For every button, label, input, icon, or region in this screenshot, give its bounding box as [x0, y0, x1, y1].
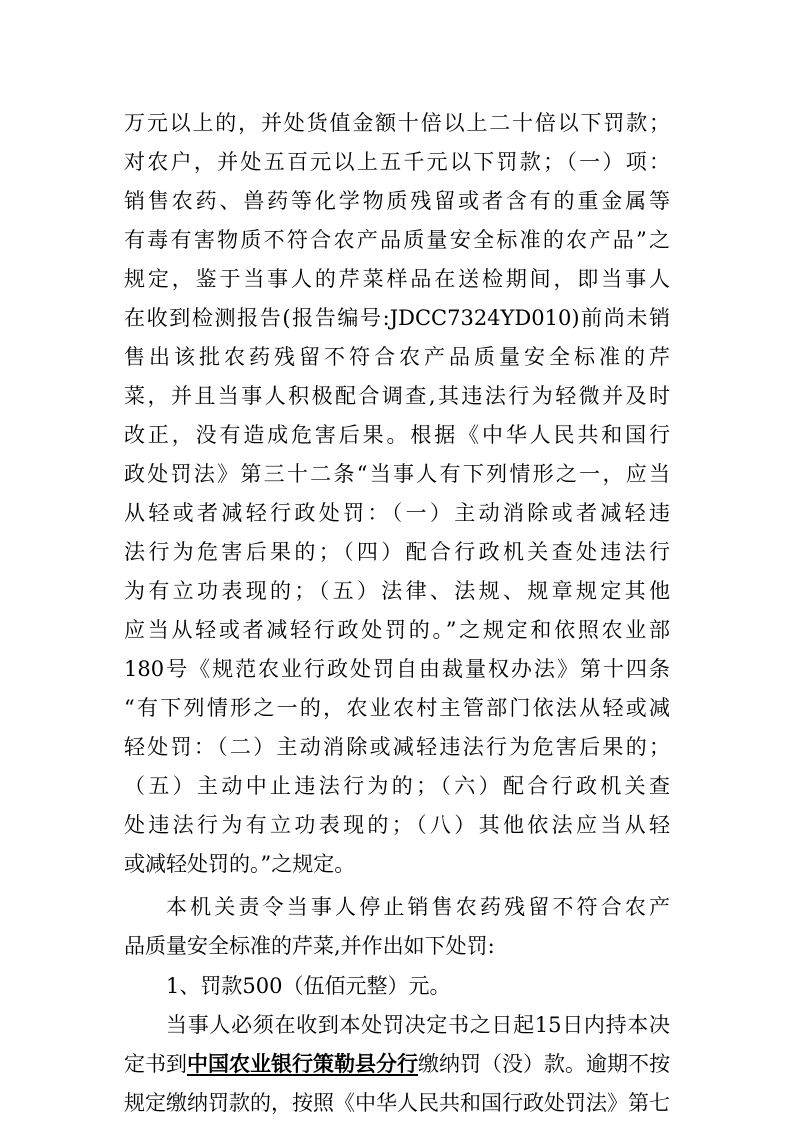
paragraph-line: 对农户，并处五百元以上五千元以下罚款；（一）项：	[124, 150, 670, 174]
paragraph-line: （五）主动中止违法行为的；（六）配合行政机关查	[124, 774, 670, 798]
payment-prefix: 定书到	[124, 1052, 187, 1076]
payment-suffix: 缴纳罚（没）款。逾期不按	[418, 1052, 670, 1076]
paragraph-line: 销售农药、兽药等化学物质残留或者含有的重金属等	[124, 189, 670, 213]
paragraph-line: 应当从轻或者减轻行政处罚的。”之规定和依照农业部	[124, 618, 670, 642]
paragraph-line: 当事人必须在收到本处罚决定书之日起15日内持本决	[166, 1013, 670, 1037]
paragraph-line: 规定缴纳罚款的，按照《中华人民共和国行政处罚法》第七	[124, 1091, 670, 1115]
paragraph-line: 或减轻处罚的。”之规定。	[124, 852, 356, 876]
payment-line	[124, 1047, 670, 1081]
paragraph-line: 为有立功表现的；（五）法律、法规、规章规定其他	[124, 579, 670, 603]
paragraph-line: 菜，并且当事人积极配合调查,其违法行为轻微并及时	[124, 384, 670, 408]
paragraph-line: 处违法行为有立功表现的；（八）其他依法应当从轻	[124, 813, 670, 837]
paragraph-line: 180号《规范农业行政处罚自由裁量权办法》第十四条	[124, 657, 670, 681]
paragraph-line: 品质量安全标准的芹菜,并作出如下处罚:	[124, 934, 495, 958]
paragraph-line: 法行为危害后果的；（四）配合行政机关查处违法行	[124, 540, 670, 564]
paragraph-line: “有下列情形之一的，农业农村主管部门依法从轻或减	[124, 696, 670, 720]
paragraph-line: 万元以上的，并处货值金额十倍以上二十倍以下罚款；	[124, 111, 670, 135]
paragraph-line: 规定，鉴于当事人的芹菜样品在送检期间，即当事人	[124, 267, 670, 291]
paragraph-line: 从轻或者减轻行政处罚：（一）主动消除或者减轻违	[124, 501, 670, 525]
paragraph-line: 售出该批农药残留不符合农产品质量安全标准的芹	[124, 345, 670, 369]
paragraph-line: 政处罚法》第三十二条“当事人有下列情形之一，应当	[124, 462, 670, 486]
paragraph-line: 有毒有害物质不符合农产品质量安全标准的农产品”之	[124, 228, 670, 252]
paragraph-line: 改正，没有造成危害后果。根据《中华人民共和国行	[124, 423, 670, 447]
penalty-item: 1、罚款500（伍佰元整）元。	[166, 974, 451, 998]
paragraph-line: 本机关责令当事人停止销售农药残留不符合农产	[166, 895, 670, 919]
paragraph-line: 在收到检测报告(报告编号:JDCC7324YD010)前尚未销	[124, 306, 670, 330]
paragraph-line: 轻处罚：（二）主动消除或减轻违法行为危害后果的；	[124, 735, 670, 759]
bank-name: 中国农业银行策勒县分行	[187, 1051, 418, 1076]
